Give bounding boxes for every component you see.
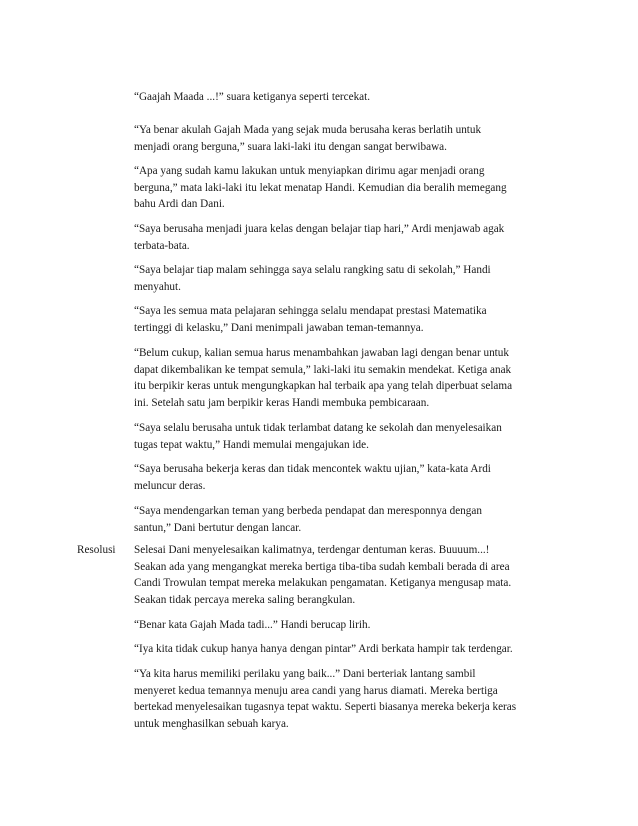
paragraph-9 (134, 461, 566, 494)
paragraph-8 (134, 420, 566, 453)
text-line: bahu Ardi dan Dani. (134, 198, 225, 210)
paragraph-12 (134, 617, 566, 634)
text-line: santun,” Dani bertutur dengan lancar. (134, 521, 302, 534)
text-line: Candi Trowulan tempat mereka melakukan pengamatan. Ketiganya mengusap mata. (134, 577, 512, 589)
text-line: “Iya kita tidak cukup hanya hanya dengan pintar” Ardi berkata hampir tak terdengar. (134, 643, 513, 655)
text-line: “Benar kata Gajah Mada tadi...” Handi berucap lirih. (134, 619, 371, 631)
text-line: Selesai Dani menyelesaikan kalimatnya, terdengar dentuman keras. Buuuum...! (134, 544, 490, 556)
text-line: “Ya kita harus memiliki perilaku yang baik...” Dani berteriak lantang sambil (134, 668, 476, 680)
text-line: meluncur deras. (134, 479, 206, 492)
text-line: bertekad menyelesaikan tugasnya tepat waktu. Seperti biasanya mereka bekerja keras (134, 701, 517, 713)
text-line: menyeret kedua temannya menuju area candi yang harus diamati. Mereka bertiga (134, 684, 498, 697)
text-line: menjadi orang berguna,” suara laki-laki itu dengan sangat berwibawa. (134, 140, 447, 153)
text-line: tertinggi di kelasku,” Dani menimpali jawaban teman-temannya. (134, 321, 424, 334)
text-line: “Saya belajar tiap malam sehingga saya selalu rangking satu di sekolah,” Handi (134, 264, 491, 276)
text-line: dapat dikembalikan ke tempat semula,” laki-laki itu semakin mendekat. Ketiga anak (134, 363, 512, 376)
text-line: “Apa yang sudah kamu lakukan untuk menyiapkan dirimu agar menjadi orang (134, 165, 485, 177)
text-line: menyahut. (134, 280, 181, 293)
text-line: “Belum cukup, kalian semua harus menambahkan jawaban lagi dengan benar untuk (134, 347, 509, 359)
paragraph-5 (134, 262, 566, 295)
text-line: “Saya selalu berusaha untuk tidak terlambat datang ke sekolah dan menyelesaikan (134, 422, 502, 434)
section-label-resolusi: Resolusi (77, 544, 116, 556)
text-line: “Gaajah Maada ...!” suara ketiganya seperti tercekat. (134, 91, 371, 103)
text-line: itu berpikir keras untuk mengungkapkan hal terbaik apa yang telah diperbuat selama (134, 380, 513, 392)
text-line: “Saya mendengarkan teman yang berbeda pendapat dan meresponnya dengan (134, 505, 482, 517)
text-line: terbata-bata. (134, 239, 190, 252)
text-line: Seakan tidak percaya mereka saling berangkulan. (134, 593, 356, 606)
text-line: Seakan ada yang mengangkat mereka bertiga tiba-tiba sudah kembali berada di area (134, 560, 510, 573)
paragraph-4 (134, 221, 566, 254)
text-line: berguna,” mata laki-laki itu lekat menatap Handi. Kemudian dia beralih memegang (134, 181, 507, 194)
paragraph-7 (134, 345, 566, 411)
paragraph-13 (134, 641, 566, 658)
paragraph-14 (134, 666, 566, 732)
text-line: untuk menghasilkan sebuah karya. (134, 717, 289, 730)
paragraph-6 (134, 303, 566, 336)
paragraph-10 (134, 503, 566, 536)
paragraph-1 (134, 89, 566, 106)
text-line: ini. Setelah satu jam berpikir keras Handi membuka pembicaraan. (134, 396, 430, 409)
paragraph-3 (134, 163, 566, 213)
text-line: “Saya berusaha bekerja keras dan tidak mencontek waktu ujian,” kata-kata Ardi (134, 463, 491, 475)
paragraph-11-resolusi (134, 542, 566, 608)
text-line: “Saya les semua mata pelajaran sehingga selalu mendapat prestasi Matematika (134, 305, 487, 317)
text-line: “Ya benar akulah Gajah Mada yang sejak muda berusaha keras berlatih untuk (134, 124, 482, 136)
paragraph-2 (134, 122, 566, 155)
text-line: tugas tepat waktu,” Handi memulai mengajukan ide. (134, 438, 369, 451)
text-line: “Saya berusaha menjadi juara kelas dengan belajar tiap hari,” Ardi menjawab agak (134, 223, 505, 235)
